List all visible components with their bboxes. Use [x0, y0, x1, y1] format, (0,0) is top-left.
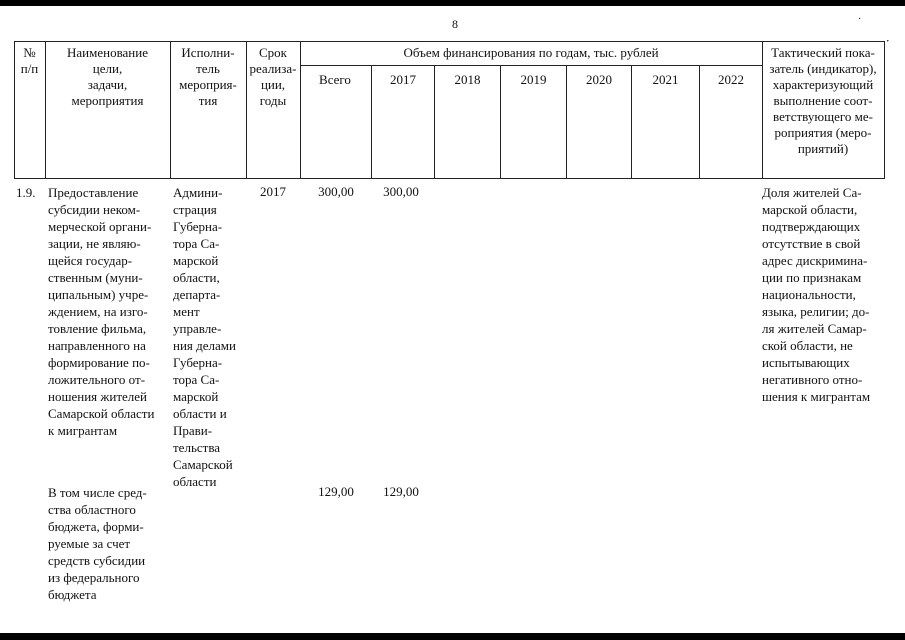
row-indicator: Доля жителей Са- марской области, подтверждающих отсутствие в свой адрес дискримина- ции по признакам национальности, языка, религии; до- ля жителей Самар- ской области, не испытывающих негативного отно- шения к мигрантам [762, 185, 871, 404]
header-year-2017: 2017 [390, 72, 416, 87]
header-top-line [14, 41, 884, 42]
row-2017: 300,00 [383, 184, 419, 199]
funding-subheader-line [300, 65, 762, 66]
row-term: 2017 [260, 184, 286, 199]
header-name: Наименование цели, задачи, мероприятия [67, 45, 148, 108]
bottom-border [0, 633, 905, 640]
row-number: 1.9. [16, 185, 36, 200]
header-year-2022: 2022 [718, 72, 744, 87]
row-name: Предоставление субсидии неком- мерческой органи- зации, не являю- щейся государ- ственным (муни- ципальным) учре- ждением, на изго- товление фильма, направленного на формирование по- ложительного от- ношения жителей Самарской области к мигрантам [48, 185, 155, 438]
top-border [0, 0, 905, 6]
header-bottom-line [14, 178, 884, 179]
subrow-name: В том числе сред- ства областного бюджета, форми- руемые за счет средств субсидии из федерального бюджета [48, 485, 147, 602]
subrow-2017: 129,00 [383, 484, 419, 499]
header-year-2019: 2019 [520, 72, 547, 87]
page-number: 8 [452, 17, 458, 31]
scan-mark-corner: ˹ [886, 38, 890, 50]
header-year-2021: 2021 [652, 72, 679, 87]
header-total: Всего [319, 72, 351, 87]
header-year-2020: 2020 [586, 72, 612, 87]
header-executor: Исполни- тель мероприя- тия [179, 45, 237, 108]
subrow-total: 129,00 [318, 484, 354, 499]
header-num: № п/п [20, 45, 39, 76]
scan-mark: · [858, 14, 862, 25]
header-funding-title: Объем финансирования по годам, тыс. рублей [403, 45, 659, 60]
header-year-2018: 2018 [454, 72, 481, 87]
row-total: 300,00 [318, 184, 354, 199]
col-divider [884, 41, 885, 179]
header-indicator: Тактический пока- затель (индикатор), характеризующий выполнение соот- ветствующего ме- роприятия (меро- приятий) [769, 45, 877, 156]
row-executor: Админи- страция Губерна- тора Са- марской области, департа- мент управле- ния делами Губерна- тора Са- марской области и Прави- тельства Самарской области [173, 185, 236, 489]
header-term: Срок реализа- ции, годы [249, 45, 297, 108]
col-divider [300, 41, 301, 179]
